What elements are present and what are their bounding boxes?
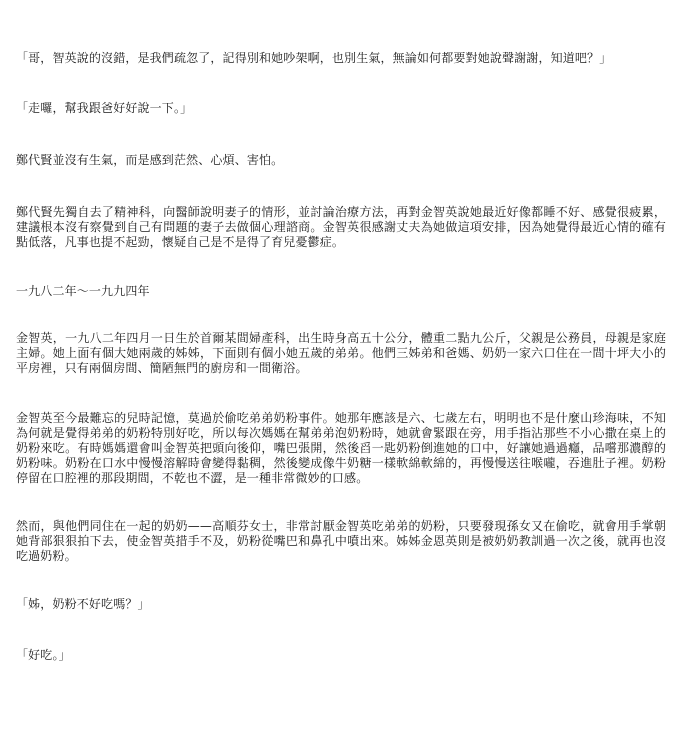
section-heading-years: 一九八二年～一九九四年: [16, 284, 150, 298]
paragraph-feelings: 鄭代賢並沒有生氣，而是感到茫然、心煩、害怕。: [16, 153, 284, 167]
paragraph-dialogue-thanks: 「哥，智英說的沒錯，是我們疏忽了，記得別和她吵架啊，也別生氣，無論如何都要對她說聲謝謝，知道吧？」: [16, 51, 612, 65]
paragraph-psychiatry: 鄭代賢先獨自去了精神科，向醫師說明妻子的情形，並討論治療方法，再對金智英說她最近好像都睡不好、感覺很疲累，建議根本沒有察覺到自己有問題的妻子去做個心理諮商。金智英很感謝丈夫為她做這項安排，因為她覺得最近心情的確有點低落，凡事也提不起勁，懷疑自己是不是得了育兒憂鬱症。: [16, 205, 666, 249]
paragraph-dialogue-leave: 「走囉，幫我跟爸好好說一下。」: [16, 101, 193, 115]
paragraph-grandmother: 然而，與他們同住在一起的奶奶——高順芬女士，非常討厭金智英吃弟弟的奶粉，只要發現孫女又在偷吃，就會用手掌朝她背部狠狠拍下去，使金智英措手不及，奶粉從嘴巴和鼻孔中噴出來。姊姊金恩英則是被奶奶教訓過一次之後，就再也沒吃過奶粉。: [16, 519, 666, 563]
paragraph-dialogue-answer: 「好吃。」: [16, 648, 71, 662]
paragraph-dialogue-question: 「姊，奶粉不好吃嗎？」: [16, 597, 150, 611]
paragraph-birth: 金智英，一九八二年四月一日生於首爾某間婦產科，出生時身高五十公分，體重二點九公斤，父親是公務員，母親是家庭主婦。她上面有個大她兩歲的姊姊，下面則有個小她五歲的弟弟。他們三姊弟和爸媽、奶奶一家六口住在一間十坪大小的平房裡，只有兩個房間、簡陋無門的廚房和一間衛浴。: [16, 331, 666, 375]
paragraph-milk-powder-memory: 金智英至今最難忘的兒時記憶，莫過於偷吃弟弟奶粉事件。她那年應該是六、七歲左右，明明也不是什麼山珍海味，不知為何就是覺得弟弟的奶粉特別好吃，所以每次媽媽在幫弟弟泡奶粉時，她就會緊跟在旁，用手指沾那些不小心撒在桌上的奶粉來吃。有時媽媽還會叫金智英把頭向後仰，嘴巴張開，然後舀一匙奶粉倒進她的口中，好讓她過過癮，品嚐那濃醇的奶粉味。奶粉在口水中慢慢溶解時會變得黏稠，然後變成像牛奶糖一樣軟綿軟綿的，再慢慢送往喉嚨，吞進肚子裡。奶粉停留在口腔裡的那段期間，不乾也不澀，是一種非常微妙的口感。: [16, 411, 666, 485]
